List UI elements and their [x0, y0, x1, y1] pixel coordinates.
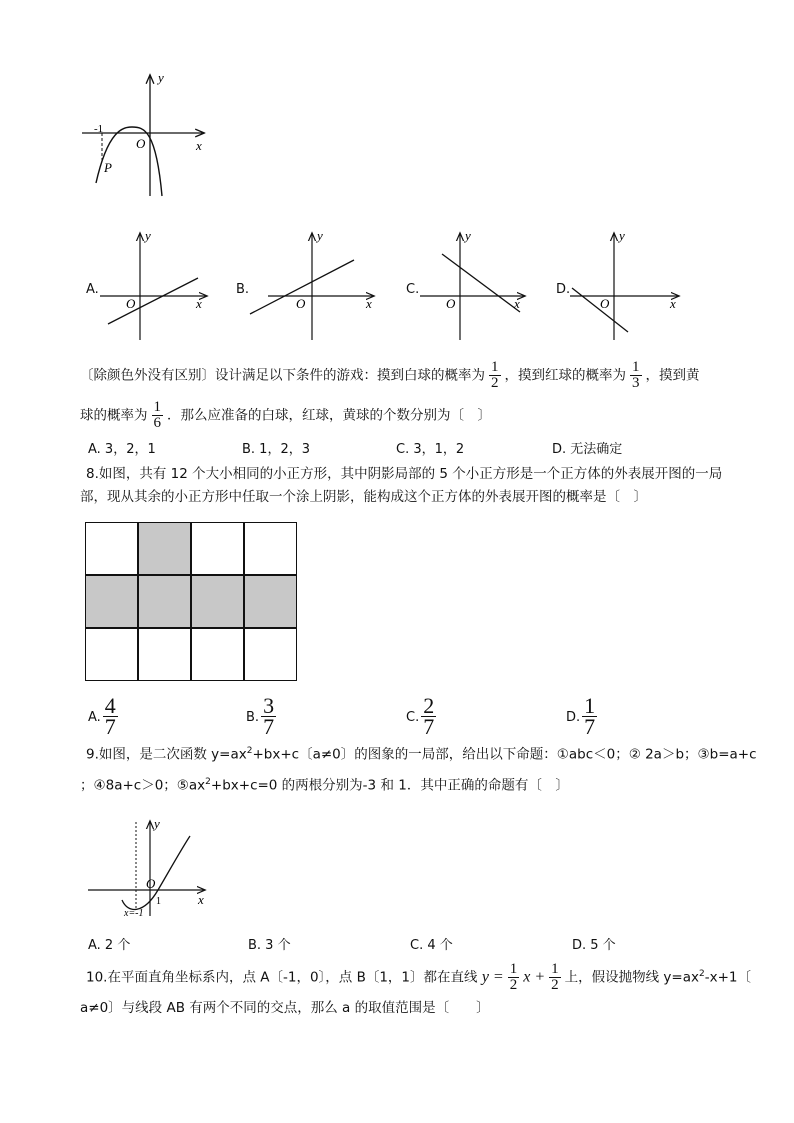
shaded-square: [85, 575, 138, 628]
svg-text:y: y: [145, 228, 151, 243]
svg-text:O: O: [446, 296, 456, 311]
line-graph-a: [98, 228, 213, 343]
svg-text:x: x: [196, 296, 202, 311]
svg-text:x: x: [366, 296, 372, 311]
q9-option-b[interactable]: B. 3 个: [248, 938, 291, 953]
svg-text:x: x: [670, 296, 676, 311]
q10-line2: a≠0〕与线段 AB 有两个不同的交点，那么 a 的取值范围是〔 〕: [80, 1000, 490, 1016]
blank-square: [244, 628, 297, 681]
svg-text:x: x: [198, 892, 204, 907]
fraction-third: $\frac{1}{3}$: [632, 359, 640, 391]
svg-text:O: O: [126, 296, 136, 311]
q7-option-b[interactable]: B. 1，2，3: [242, 442, 310, 457]
square-grid: [85, 522, 298, 682]
q8-option-d[interactable]: D. $\frac{1}{7}$: [566, 693, 596, 739]
fraction-sixth: $\frac{1}{6}$: [153, 399, 161, 431]
q7-option-d[interactable]: D. 无法确定: [552, 442, 623, 457]
option-letter: A.: [86, 282, 99, 297]
option-letter: C.: [406, 282, 420, 297]
q9-option-d[interactable]: D. 5 个: [572, 938, 616, 953]
top-parabola-figure: [78, 70, 218, 200]
q9-option-c[interactable]: C. 4 个: [410, 938, 453, 953]
shaded-square: [138, 575, 191, 628]
svg-text:x=-1: x=-1: [124, 908, 144, 918]
svg-text:O: O: [600, 296, 610, 311]
q9-line1: 9.如图，是二次函数 $y=ax^2+bx+c$〔a≠0〕的图象的一局部，给出以下命题：①abc＜0；② 2a＞b；③b=a+c: [86, 746, 757, 763]
q8-line2: 部，现从其余的小正方形中任取一个涂上阴影，能构成这个正方体的外表展开图的概率是〔 〕: [80, 489, 647, 505]
svg-text:y: y: [465, 228, 471, 243]
q7-option-c[interactable]: C. 3，1，2: [396, 442, 465, 457]
shaded-square: [244, 575, 297, 628]
line-graph-b: [248, 228, 378, 343]
q10-line1: 10.在平面直角坐标系内，点 A〔-1，0〕，点 B〔1，1〕都在直线 y = $\frac{1}{2}$ x + $\frac{1}{2}$ 上，假设抛物线 $y=ax^2-x+1$〔: [86, 961, 751, 993]
point-p-label: P: [104, 160, 112, 175]
svg-text:x: x: [514, 296, 520, 311]
y-label: y: [158, 70, 164, 85]
origin-label: O: [136, 136, 146, 151]
q7-line2: 球的概率为 $\frac{1}{6}$ ．那么应准备的白球，红球，黄球的个数分别为〔 〕: [80, 399, 491, 431]
q9-parabola-figure: [86, 818, 216, 918]
line-graph-c: [416, 228, 531, 343]
svg-text:y: y: [619, 228, 625, 243]
x-label: x: [196, 138, 202, 153]
graph-line: [108, 278, 198, 324]
option-letter: B.: [236, 282, 250, 297]
blank-square: [138, 628, 191, 681]
q8-option-c[interactable]: C. $\frac{2}{7}$: [406, 693, 435, 739]
svg-text:y: y: [154, 818, 160, 831]
minus-one-label: -1: [94, 123, 104, 135]
svg-text:y: y: [317, 228, 323, 243]
blank-square: [191, 628, 244, 681]
fraction-half: $\frac{1}{2}$: [491, 359, 499, 391]
q9-option-a[interactable]: A. 2 个: [88, 938, 131, 953]
blank-square: [191, 522, 244, 575]
q9-line2: ；④8a+c＞0；$⑤ax^2+bx+c=0$ 的两根分别为-3 和 1．其中正确的命题有〔 〕: [80, 777, 569, 794]
line-equation: y =: [481, 968, 504, 986]
q7-line1: 〔除颜色外没有区别〕设计满足以下条件的游戏：摸到白球的概率为 $\frac{1}{2}$ ，摸到红球的概率为 $\frac{1}{3}$ ，摸到黄: [80, 359, 700, 391]
shaded-square: [191, 575, 244, 628]
blank-square: [85, 628, 138, 681]
svg-text:O: O: [296, 296, 306, 311]
q8-option-b[interactable]: B. $\frac{3}{7}$: [246, 693, 275, 739]
shaded-square: [138, 522, 191, 575]
blank-square: [244, 522, 297, 575]
svg-text:O: O: [146, 876, 156, 891]
line-graph-d: [566, 228, 686, 343]
q7-option-a[interactable]: A. 3，2，1: [88, 442, 156, 457]
option-letter: D.: [556, 282, 571, 297]
svg-text:1: 1: [156, 896, 161, 907]
q8-option-a[interactable]: A. $\frac{4}{7}$: [88, 693, 116, 739]
blank-square: [85, 522, 138, 575]
q8-line1: 8.如图，共有 12 个大小相同的小正方形，其中阴影局部的 5 个小正方形是一个正方体的外表展开图的一局: [86, 466, 723, 482]
